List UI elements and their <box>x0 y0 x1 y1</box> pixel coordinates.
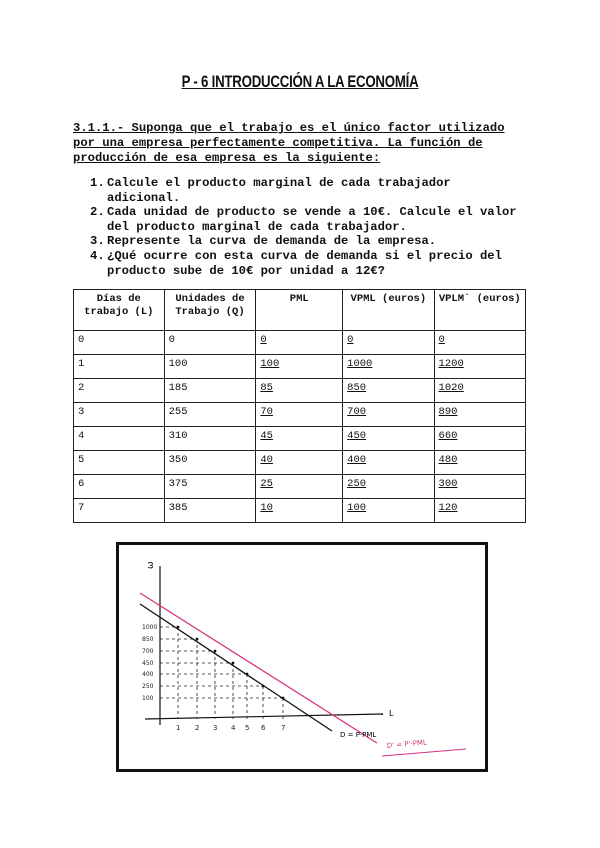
table-row <box>74 475 526 499</box>
table-cell <box>256 379 343 403</box>
page-title: P - 6 INTRODUCCIÓN A LA ECONOMÍA <box>181 72 419 91</box>
table-cell <box>343 475 434 499</box>
table-row <box>74 331 526 355</box>
column-header: VPML (euros) <box>343 290 434 331</box>
cell-value: 700 <box>347 406 367 418</box>
y-tick-label: 700 <box>142 648 154 655</box>
table-cell <box>164 427 256 451</box>
graph-drawing <box>116 542 488 772</box>
y-axis-label: ω <box>146 561 156 569</box>
cell-value: 1000 <box>347 358 373 370</box>
table-cell <box>74 355 165 379</box>
table-cell <box>434 403 525 427</box>
data-point <box>232 662 235 665</box>
data-point <box>214 650 217 653</box>
demand-label: D = P·PML <box>340 731 377 739</box>
table-cell <box>256 403 343 427</box>
cell-value: 100 <box>168 358 188 370</box>
cell-value: 120 <box>438 502 458 514</box>
table-cell <box>343 427 434 451</box>
x-tick-label: 3 <box>213 724 218 732</box>
new-demand-label-underline <box>382 749 466 756</box>
cell-value: 300 <box>438 478 458 490</box>
demand-curve-graph <box>116 542 488 772</box>
y-tick-label: 400 <box>142 671 154 678</box>
cell-value: 100 <box>260 358 280 370</box>
column-header: PML <box>256 290 343 331</box>
cell-value: 255 <box>168 406 188 418</box>
new-demand-line <box>140 593 377 743</box>
table-cell <box>434 499 525 523</box>
demand-line <box>140 604 332 731</box>
cell-value: 0 <box>347 334 354 346</box>
cell-value: 385 <box>168 502 188 514</box>
table-cell <box>434 427 525 451</box>
cell-value: 5 <box>78 454 85 466</box>
x-tick-label: 2 <box>195 724 200 732</box>
x-axis <box>145 714 383 719</box>
table-cell <box>74 331 165 355</box>
x-axis-label: L <box>389 709 394 718</box>
data-point <box>246 673 249 676</box>
cell-value: 310 <box>168 430 188 442</box>
cell-value: 7 <box>78 502 85 514</box>
cell-value: 70 <box>260 406 273 418</box>
table-cell <box>256 499 343 523</box>
question-text: Calcule el producto marginal de cada trabajador adicional. <box>107 176 451 205</box>
table-cell <box>434 379 525 403</box>
exercise-statement: 3.1.1.- Suponga que el trabajo es el único factor utilizado por una empresa perfectamente competitiva. La función de producción de esa empresa es la siguiente: <box>73 121 505 165</box>
cell-value: 1 <box>78 358 85 370</box>
cell-value: 400 <box>347 454 367 466</box>
cell-value: 85 <box>260 382 273 394</box>
cell-value: 100 <box>347 502 367 514</box>
question-item <box>90 176 530 205</box>
y-tick-label: 850 <box>142 636 154 643</box>
cell-value: 1200 <box>438 358 464 370</box>
table-cell <box>74 475 165 499</box>
cell-value: 890 <box>438 406 458 418</box>
cell-value: 3 <box>78 406 85 418</box>
table-cell <box>164 499 256 523</box>
table-cell <box>343 403 434 427</box>
table-cell <box>74 499 165 523</box>
question-number: 3. <box>90 234 105 249</box>
question-text: Cada unidad de producto se vende a 10€. Calcule el valor del producto marginal de cada trabajador. <box>107 205 517 234</box>
table-row <box>74 499 526 523</box>
table-cell <box>434 475 525 499</box>
table-cell <box>256 427 343 451</box>
table-row <box>74 379 526 403</box>
table-cell <box>164 475 256 499</box>
data-point <box>262 685 265 688</box>
table-cell <box>256 331 343 355</box>
x-tick-label: 6 <box>261 724 266 732</box>
table-cell <box>164 451 256 475</box>
production-table <box>73 289 526 523</box>
table-cell <box>256 475 343 499</box>
table-row <box>74 403 526 427</box>
table-cell <box>343 379 434 403</box>
cell-value: 185 <box>168 382 188 394</box>
table-header-row <box>74 290 526 331</box>
cell-value: 2 <box>78 382 85 394</box>
cell-value: 6 <box>78 478 85 490</box>
table-cell <box>74 379 165 403</box>
data-point <box>177 626 180 629</box>
table-cell <box>164 355 256 379</box>
table-cell <box>434 331 525 355</box>
cell-value: 480 <box>438 454 458 466</box>
new-demand-label: D' = P'·PML <box>386 738 428 750</box>
table-row <box>74 451 526 475</box>
cell-value: 0 <box>78 334 85 346</box>
table-cell <box>343 499 434 523</box>
cell-value: 45 <box>260 430 273 442</box>
question-number: 2. <box>90 205 105 220</box>
y-tick-label: 250 <box>142 683 154 690</box>
x-tick-label: 4 <box>231 724 236 732</box>
table-cell <box>256 451 343 475</box>
cell-value: 250 <box>347 478 367 490</box>
question-list <box>90 176 530 278</box>
cell-value: 1020 <box>438 382 464 394</box>
x-tick-label: 7 <box>281 724 286 732</box>
table-cell <box>343 355 434 379</box>
cell-value: 10 <box>260 502 273 514</box>
question-item <box>90 234 530 249</box>
data-point <box>282 697 285 700</box>
table-cell <box>74 427 165 451</box>
table-cell <box>343 331 434 355</box>
cell-value: 450 <box>347 430 367 442</box>
cell-value: 850 <box>347 382 367 394</box>
x-tick-label: 5 <box>245 724 250 732</box>
table-row <box>74 427 526 451</box>
column-header: Días de trabajo (L) <box>74 290 165 331</box>
question-text: ¿Qué ocurre con esta curva de demanda si el precio del producto sube de 10€ por unidad a 12€? <box>107 248 502 278</box>
cell-value: 350 <box>168 454 188 466</box>
cell-value: 0 <box>168 334 175 346</box>
data-point <box>196 638 199 641</box>
table-cell <box>164 403 256 427</box>
question-text: Represente la curva de demanda de la empresa. <box>107 234 437 249</box>
table-body <box>74 331 526 523</box>
cell-value: 4 <box>78 430 85 442</box>
question-item <box>90 249 530 278</box>
cell-value: 40 <box>260 454 273 466</box>
question-number: 4. <box>90 248 105 263</box>
question-number: 1. <box>90 176 105 190</box>
table-cell <box>434 451 525 475</box>
table-cell <box>256 355 343 379</box>
table-cell <box>74 403 165 427</box>
table-cell <box>434 355 525 379</box>
table-cell <box>164 379 256 403</box>
y-tick-label: 1000 <box>142 624 158 631</box>
y-tick-label: 450 <box>142 660 154 667</box>
table-row <box>74 355 526 379</box>
question-item <box>90 205 530 234</box>
table-cell <box>74 451 165 475</box>
cell-value: 660 <box>438 430 458 442</box>
x-tick-label: 1 <box>176 724 181 732</box>
cell-value: 0 <box>438 334 445 346</box>
cell-value: 375 <box>168 478 188 490</box>
column-header: Unidades de Trabajo (Q) <box>164 290 256 331</box>
cell-value: 25 <box>260 478 273 490</box>
cell-value: 0 <box>260 334 267 346</box>
table-cell <box>343 451 434 475</box>
y-tick-label: 100 <box>142 695 154 702</box>
column-header: VPLM` (euros) <box>434 290 525 331</box>
table-cell <box>164 331 256 355</box>
